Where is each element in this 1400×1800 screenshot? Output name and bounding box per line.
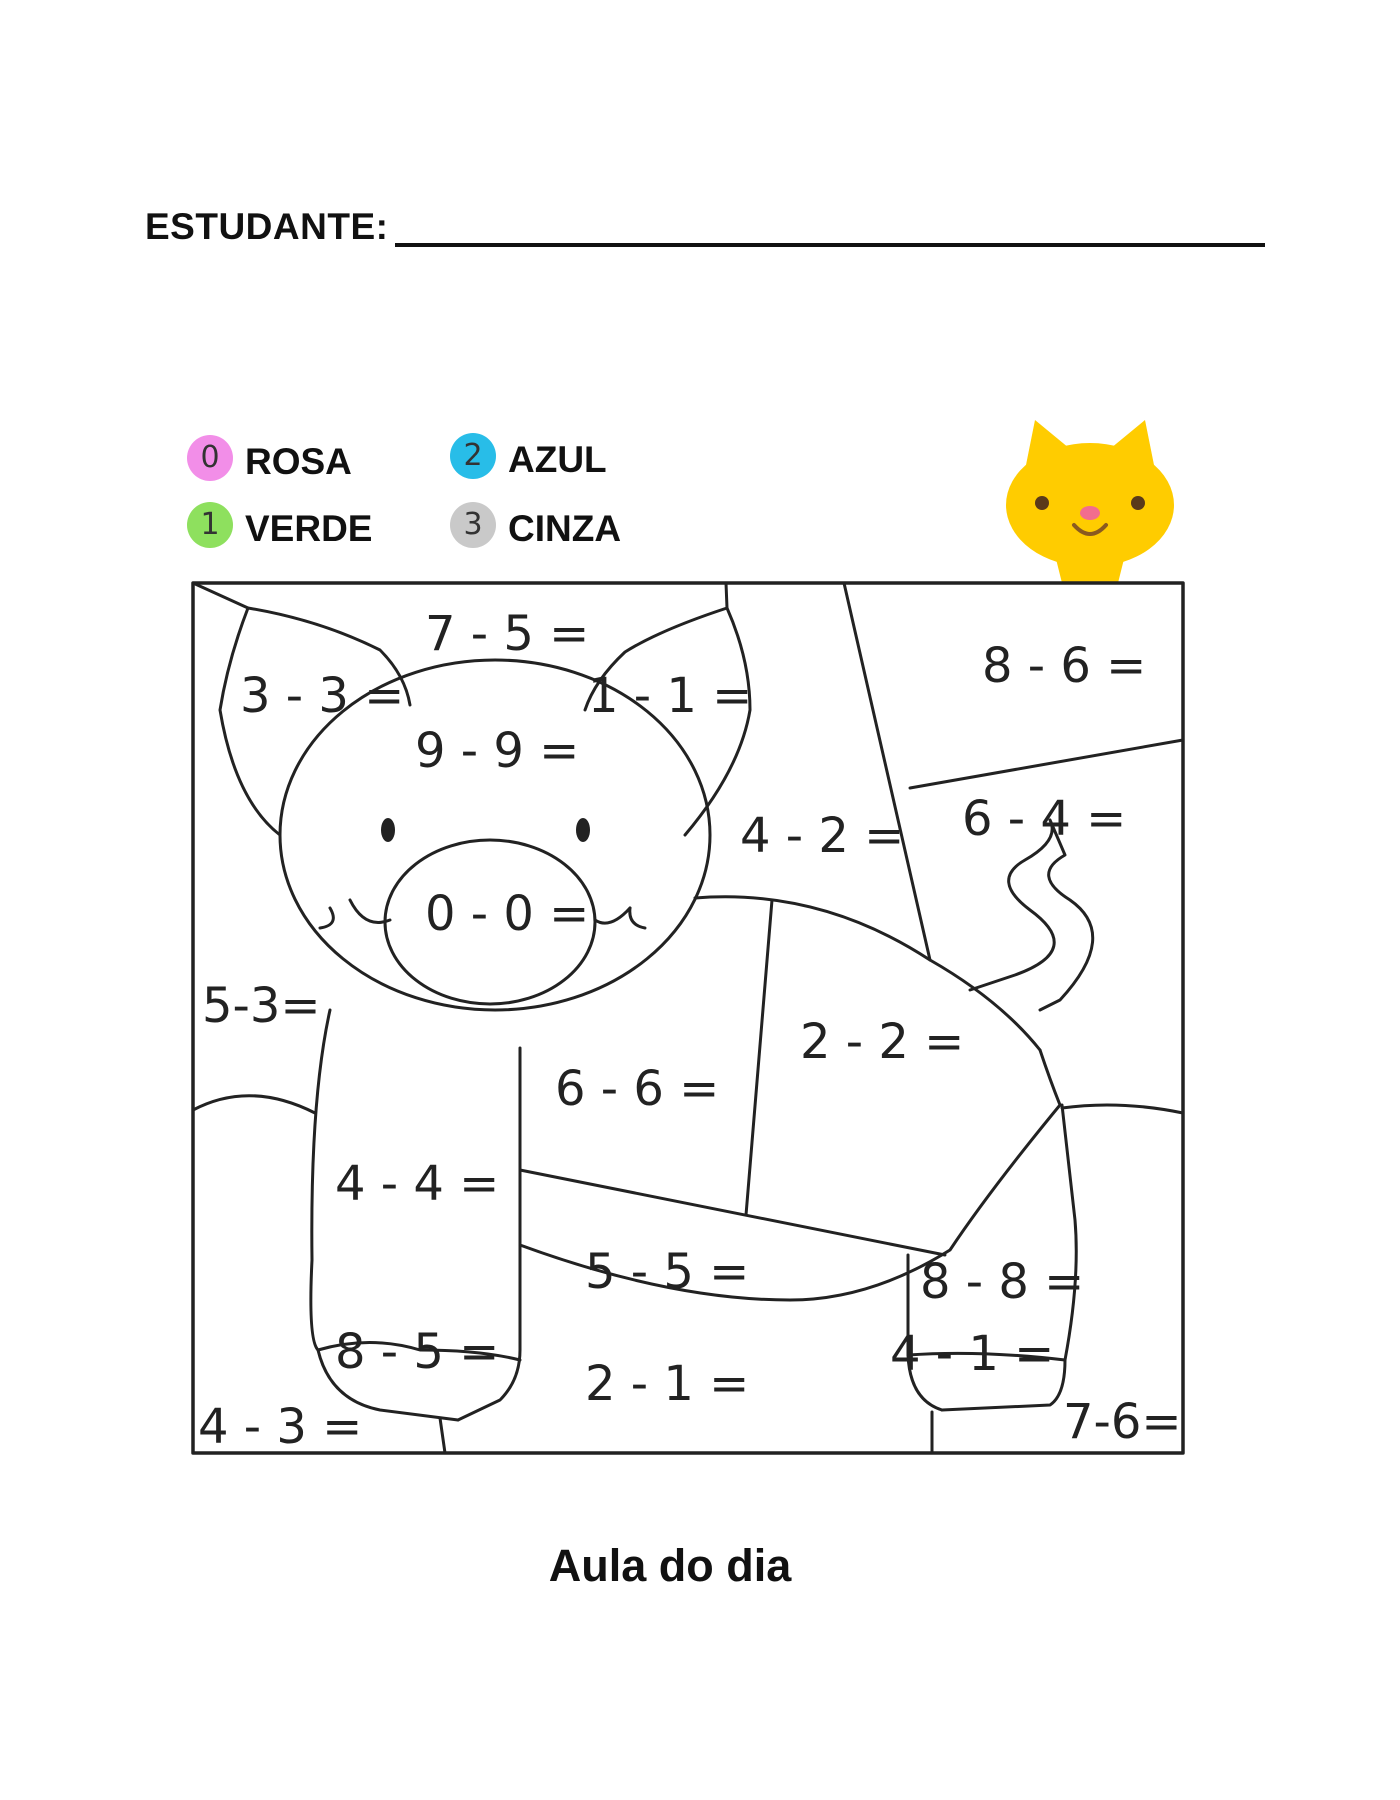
equation-6-6: 6 - 6 = — [555, 1061, 720, 1117]
equation-5-5: 5 - 5 = — [585, 1244, 750, 1300]
equation-0-0: 0 - 0 = — [425, 886, 590, 942]
legend-color-dot: 2 — [450, 433, 496, 479]
color-by-number-puzzle — [190, 580, 1190, 1455]
legend-label: VERDE — [245, 508, 373, 549]
equation-6-4: 6 - 4 = — [962, 791, 1127, 847]
student-label: ESTUDANTE: — [145, 206, 389, 247]
legend-color-dot: 3 — [450, 502, 496, 548]
equation-4-2: 4 - 2 = — [740, 808, 905, 864]
equation-8-6: 8 - 6 = — [982, 638, 1147, 694]
legend-label: ROSA — [245, 441, 352, 482]
equation-1-1: 1 - 1 = — [588, 668, 753, 724]
equation-5-3: 5-3= — [202, 978, 321, 1034]
equation-8-8: 8 - 8 = — [920, 1254, 1085, 1310]
legend-label: AZUL — [508, 439, 607, 480]
page-title: Aula do dia — [548, 1540, 792, 1591]
legend-label: CINZA — [508, 508, 622, 549]
equation-4-1: 4 - 1 = — [890, 1326, 1055, 1382]
legend-color-dot: 0 — [187, 435, 233, 481]
equation-7-5: 7 - 5 = — [425, 606, 590, 662]
equation-9-9: 9 - 9 = — [415, 723, 580, 779]
equation-2-2: 2 - 2 = — [800, 1014, 965, 1070]
legend-color-dot: 1 — [187, 502, 233, 548]
equation-8-5: 8 - 5 = — [335, 1324, 500, 1380]
equation-7-6: 7-6= — [1063, 1394, 1182, 1450]
student-name-line[interactable] — [395, 243, 1265, 247]
equation-2-1: 2 - 1 = — [585, 1356, 750, 1412]
cat-face-icon — [1000, 415, 1180, 585]
equation-4-4: 4 - 4 = — [335, 1156, 500, 1212]
equation-4-3: 4 - 3 = — [198, 1399, 363, 1455]
equation-3-3: 3 - 3 = — [240, 668, 405, 724]
student-name-row — [145, 200, 1265, 250]
